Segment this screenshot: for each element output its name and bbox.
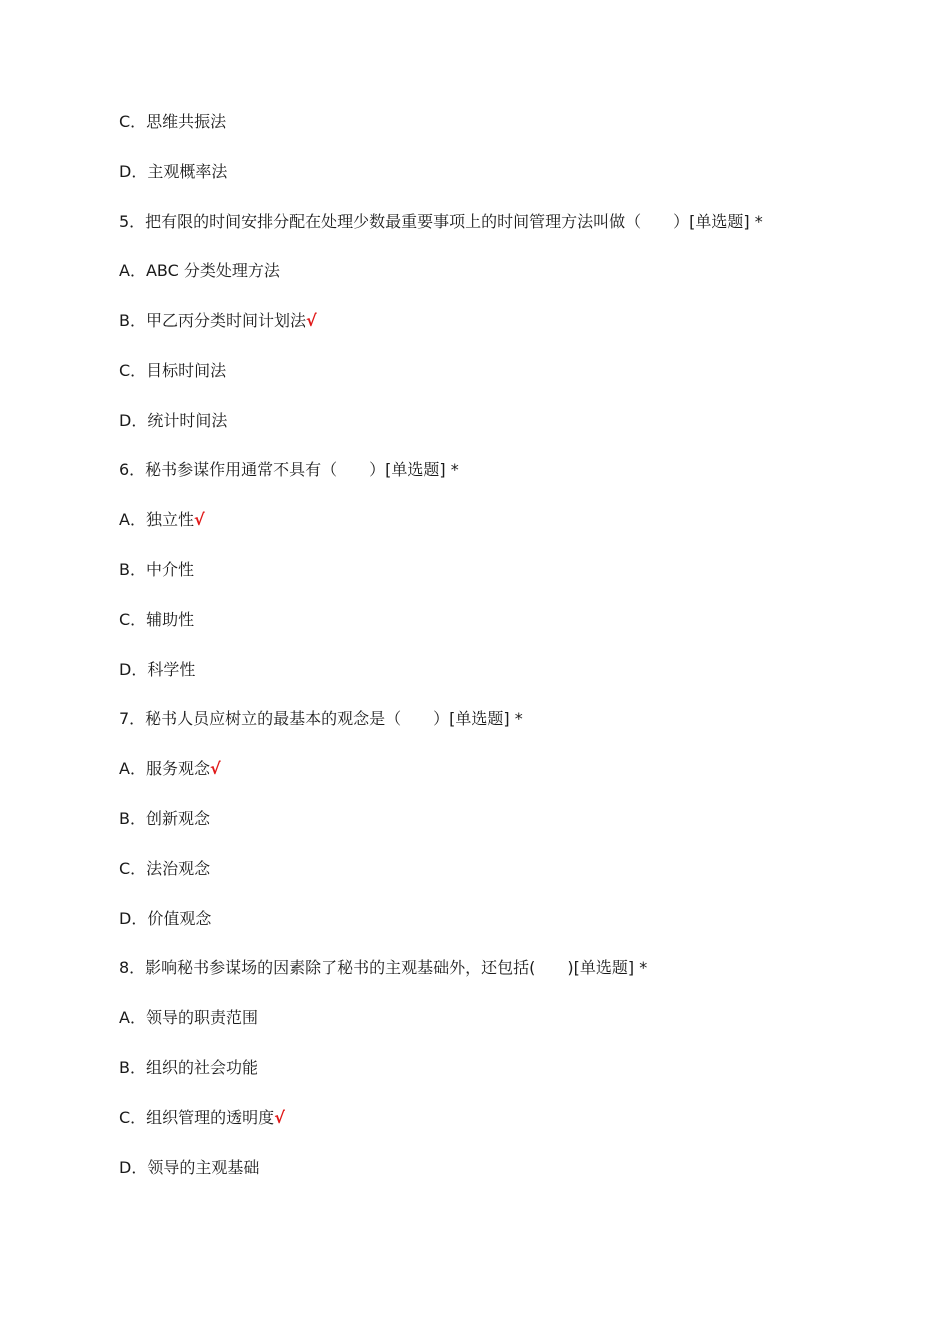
check-mark-icon: √: [274, 1108, 285, 1127]
check-mark-icon: √: [305, 311, 317, 330]
option-line: D．主观概率法: [119, 162, 228, 181]
option-line: A．服务观念√: [119, 759, 221, 778]
option-line: C．组织管理的透明度√: [119, 1108, 285, 1127]
option-line: A．独立性√: [119, 510, 205, 529]
option-line: D．价值观念: [119, 909, 212, 928]
option-line: B．中介性: [119, 560, 194, 579]
option-line: B．组织的社会功能: [119, 1058, 258, 1077]
check-mark-icon: √: [209, 759, 221, 778]
option-line: A．ABC 分类处理方法: [119, 261, 280, 280]
question-line: 8．影响秘书参谋场的因素除了秘书的主观基础外，还包括( )[单选题] *: [119, 958, 648, 977]
option-line: C．思维共振法: [119, 112, 227, 131]
check-mark-icon: √: [193, 510, 205, 529]
question-line: 7．秘书人员应树立的最基本的观念是（ ）[单选题] *: [119, 709, 523, 728]
option-line: B．创新观念: [119, 809, 210, 828]
option-line: A．领导的职责范围: [119, 1008, 258, 1027]
option-line: D．科学性: [119, 660, 196, 679]
option-line: C．辅助性: [119, 610, 195, 629]
option-line: C．法治观念: [119, 859, 211, 878]
question-line: 6．秘书参谋作用通常不具有（ ）[单选题] *: [119, 460, 459, 479]
option-line: D．统计时间法: [119, 411, 228, 430]
question-line: 5．把有限的时间安排分配在处理少数最重要事项上的时间管理方法叫做（ ）[单选题] *: [119, 212, 763, 231]
option-line: B．甲乙丙分类时间计划法√: [119, 311, 317, 330]
option-line: C．目标时间法: [119, 361, 227, 380]
option-line: D．领导的主观基础: [119, 1158, 260, 1177]
